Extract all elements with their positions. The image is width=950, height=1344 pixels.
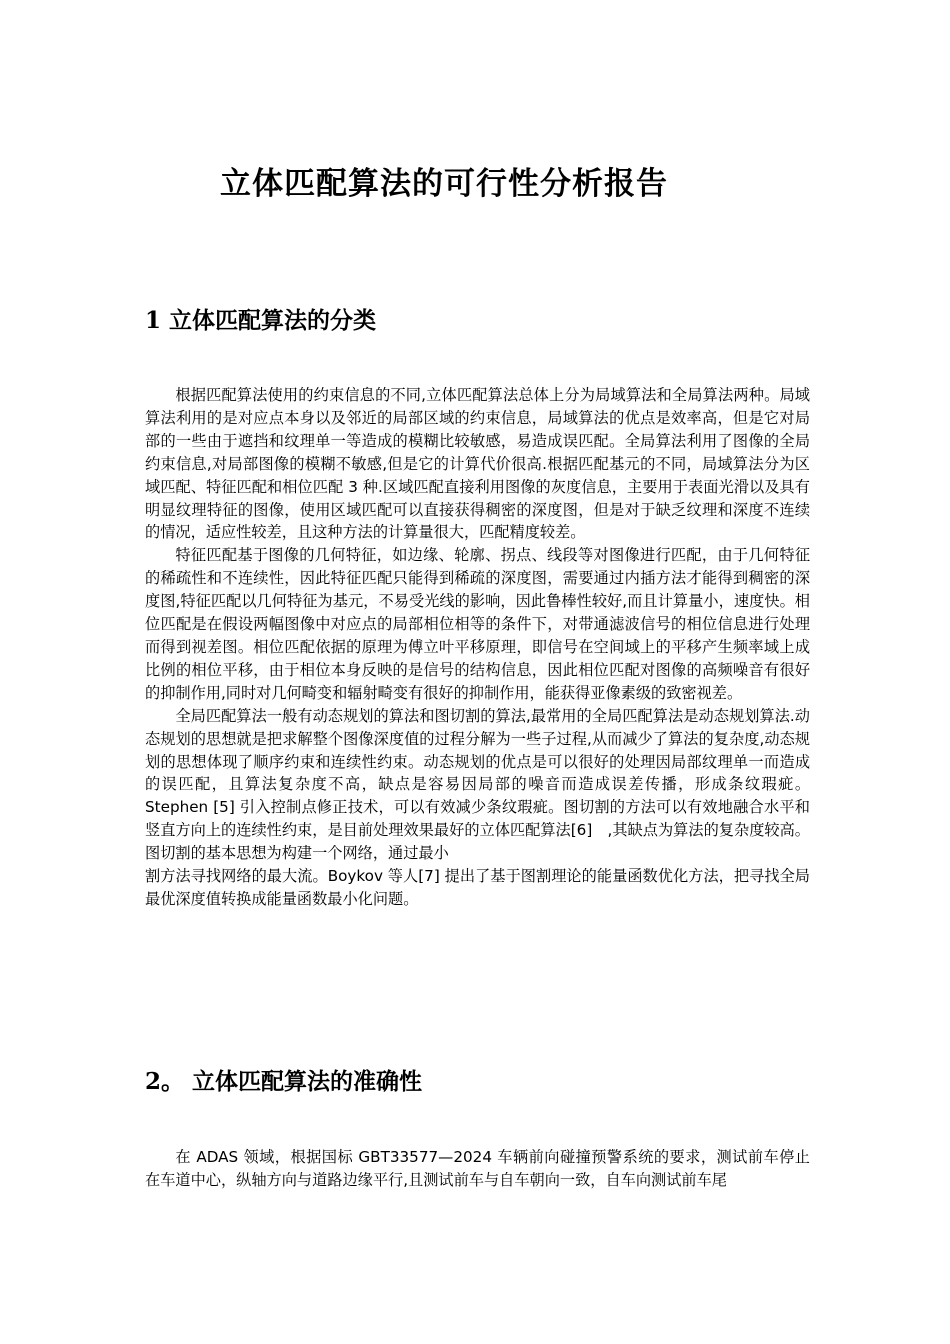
section-body-2 <box>145 1146 810 1192</box>
paragraph: 特征匹配基于图像的几何特征，如边缘、轮廓、拐点、线段等对图像进行匹配，由于几何特征的稀疏性和不连续性，因此特征匹配只能得到稀疏的深度图，需要通过内插方法才能得到稠密的深度图,特征匹配以几何特征为基元，不易受光线的影响，因此鲁棒性较好,而且计算量小，速度快。相位匹配是在假设两幅图像中对应点的局部相位相等的条件下，对带通滤波信号的相位信息进行处理而得到视差图。相位匹配依据的原理为傅立叶平移原理，即信号在空间域上的平移产生频率域上成比例的相位平移，由于相位本身反映的是信号的结构信息，因此相位匹配对图像的高频噪音有很好的抑制作用,同时对几何畸变和辐射畸变有很好的抑制作用，能获得亚像素级的致密视差。 <box>145 546 810 702</box>
section-heading-2: 2。 立体匹配算法的准确性 <box>145 1068 423 1095</box>
paragraph: 在 ADAS 领域，根据国标 GBT33577—2024 车辆前向碰撞预警系统的要求，测试前车停止在车道中心，纵轴方向与道路边缘平行,且测试前车与自车朝向一致，自车向测试前车尾 <box>145 1148 810 1189</box>
paragraph: 全局匹配算法一般有动态规划的算法和图切割的算法,最常用的全局匹配算法是动态规划算法.动态规划的思想就是把求解整个图像深度值的过程分解为一些子过程,从而减少了算法的复杂度,动态规划的思想体现了顺序约束和连续性约束。动态规划的优点是可以很好的处理因局部纹理单一而造成的误匹配，且算法复杂度不高，缺点是容易因局部的噪音而造成误差传播，形成条纹瑕疵。Stephen [5] 引入控制点修正技术，可以有效减少条纹瑕疵。图切割的方法可以有效地融合水平和竖直方向上的连续性约束，是目前处理效果最好的立体匹配算法[6] ,其缺点为算法的复杂度较高。图切割的基本思想为构建一个网络，通过最小 <box>145 706 810 863</box>
paragraph: 根据匹配算法使用的约束信息的不同,立体匹配算法总体上分为局域算法和全局算法两种。局域算法利用的是对应点本身以及邻近的局部区域的约束信息，局域算法的优点是效率高，但是它对局部的一些由于遮挡和纹理单一等造成的模糊比较敏感，易造成误匹配。全局算法利用了图像的全局约束信息,对局部图像的模糊不敏感,但是它的计算代价很高.根据匹配基元的不同，局域算法分为区域匹配、特征匹配和相位匹配 3 种.区域匹配直接利用图像的灰度信息，主要用于表面光滑以及具有明显纹理特征的图像，使用区域匹配可以直接获得稠密的深度图，但是对于缺乏纹理和深度不连续的情况，适应性较差，且这种方法的计算量很大，匹配精度较差。 <box>145 386 810 542</box>
section-body-1 <box>145 384 810 911</box>
document-title: 立体匹配算法的可行性分析报告 <box>220 166 668 202</box>
paragraph: 割方法寻找网络的最大流。Boykov 等人[7] 提出了基于图割理论的能量函数优化方法，把寻找全局最优深度值转换成能量函数最小化问题。 <box>145 867 810 908</box>
section-heading-1: 1 立体匹配算法的分类 <box>145 307 377 334</box>
